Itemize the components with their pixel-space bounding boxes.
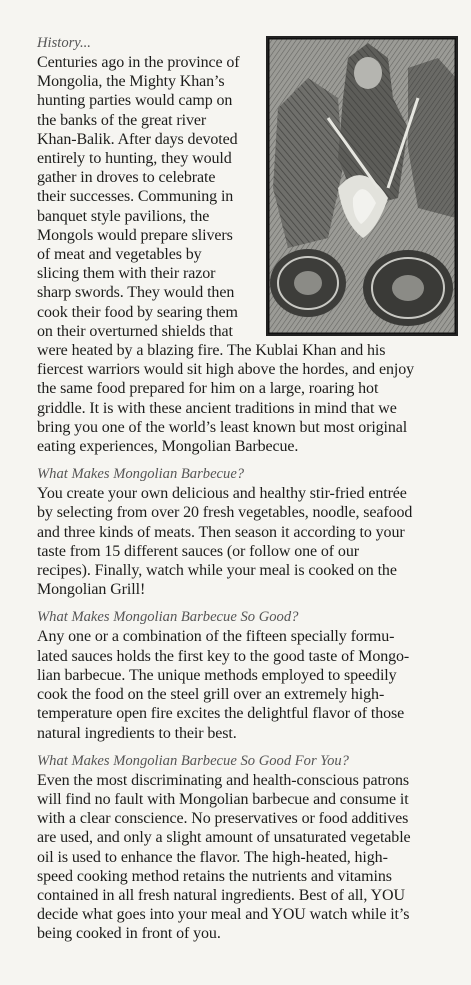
section-line: cook the food on the steel grill over an extremely high- (37, 686, 385, 704)
section-line: speed cooking method retains the nutrients and vitamins (37, 867, 392, 885)
history-line: fiercest warriors would sit high above the hordes, and enjoy (37, 361, 415, 379)
section-what-makes (37, 465, 457, 599)
history-line: Centuries ago in the province of (37, 54, 240, 71)
history-line: on their overturned shields that (37, 322, 233, 340)
section-heading: What Makes Mongolian Barbecue? (37, 466, 245, 483)
history-line: slicing them with their razor (37, 265, 216, 283)
section-line: contained in all fresh natural ingredients. Best of all, YOU (37, 886, 405, 904)
history-line: were heated by a blazing fire. The Kublai Khan and his (37, 342, 386, 360)
section-line: decide what goes into your meal and YOU watch while it’s (37, 906, 410, 924)
section-line: lated sauces holds the first key to the good taste of Mongo- (37, 647, 410, 665)
section-line: lian barbecue. The unique methods employed to speedily (37, 666, 397, 684)
section-line: by selecting from over 20 fresh vegetables, noodle, seafood (37, 504, 413, 522)
section-line: natural ingredients to their best. (37, 724, 237, 742)
section-line: temperature open fire excites the delightful flavor of those (37, 705, 405, 723)
section-line: recipes). Finally, watch while your meal is cooked on the (37, 562, 397, 580)
section-good-for-you (37, 752, 457, 944)
text-column (37, 34, 457, 944)
section-line: with a clear conscience. No preservatives or food additives (37, 810, 409, 828)
history-full-text (37, 341, 457, 456)
history-line: Khan-Balik. After days devoted (37, 130, 238, 148)
history-wrapped-text (37, 53, 259, 341)
history-line: the same food prepared for him on a large, roaring hot (37, 380, 379, 398)
history-heading: History... (37, 35, 91, 51)
history-line: eating experiences, Mongolian Barbecue. (37, 438, 299, 456)
section-heading: What Makes Mongolian Barbecue So Good? (37, 609, 299, 626)
section-line: will find no fault with Mongolian barbecue and consume it (37, 790, 409, 808)
section-line: are used, and only a slight amount of unsaturated vegetable (37, 829, 411, 847)
section-line: Any one or a combination of the fifteen specially formu- (37, 628, 395, 646)
section-line: You create your own delicious and healthy stir-fried entrée (37, 485, 407, 503)
history-line: griddle. It is with these ancient traditions in mind that we (37, 399, 397, 417)
history-line: the banks of the great river (37, 111, 207, 129)
section-line: and three kinds of meats. Then season it according to your (37, 523, 405, 541)
history-line: cook their food by searing them (37, 303, 238, 321)
history-line: of meat and vegetables by (37, 246, 202, 264)
history-line: bring you one of the world’s least known but most original (37, 418, 408, 436)
history-line: Mongolia, the Mighty Khan’s (37, 73, 225, 91)
history-line: entirely to hunting, they would (37, 150, 232, 168)
history-line: hunting parties would camp on (37, 92, 233, 110)
history-line: gather in droves to celebrate (37, 169, 216, 187)
section-line: being cooked in front of you. (37, 925, 221, 943)
history-line: sharp swords. They would then (37, 284, 235, 302)
section-heading: What Makes Mongolian Barbecue So Good For You? (37, 752, 349, 769)
history-line: Mongols would prepare slivers (37, 226, 233, 244)
section-line: Mongolian Grill! (37, 581, 146, 599)
history-line: banquet style pavilions, the (37, 207, 210, 225)
section-line: Even the most discriminating and health-conscious patrons (37, 771, 409, 789)
section-line: taste from 15 different sauces (or follow one of our (37, 542, 359, 560)
section-so-good (37, 608, 457, 742)
section-line: oil is used to enhance the flavor. The high-heated, high- (37, 848, 388, 866)
history-line: their successes. Communing in (37, 188, 234, 206)
